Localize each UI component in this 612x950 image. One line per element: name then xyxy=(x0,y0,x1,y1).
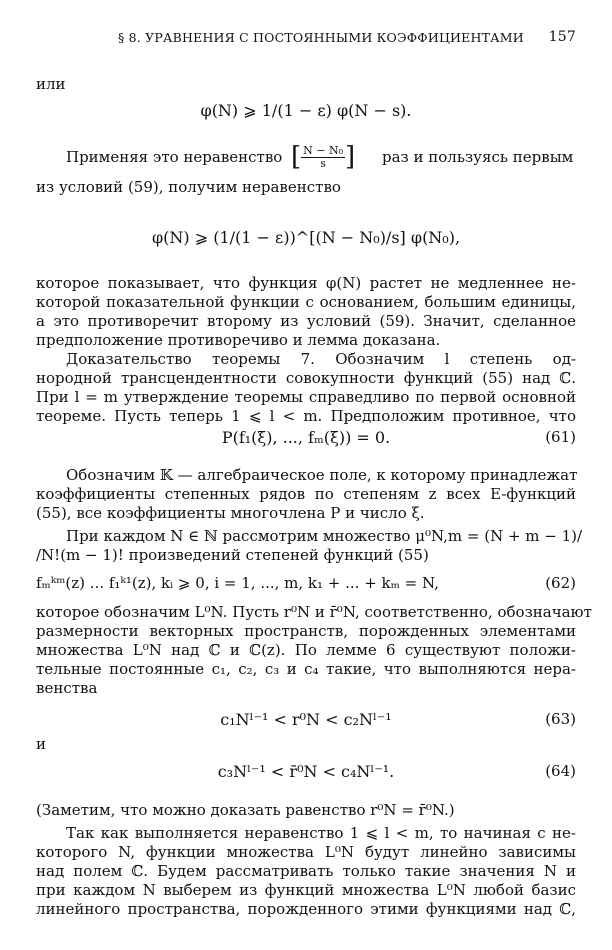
text-line: или xyxy=(36,75,66,93)
equation-61: P(f₁(ξ), ..., fₘ(ξ)) = 0. xyxy=(221,428,391,447)
equation-number: (63) xyxy=(545,710,576,728)
page-number: 157 xyxy=(548,29,576,45)
paragraph-line: При l = m утверждение теоремы справедливо по первой основной xyxy=(36,388,576,406)
paragraph-line: которое обозначим L⁰N. Пусть r⁰N и r̄⁰N, соответственно, обозначают xyxy=(36,603,592,621)
paragraph-line: тельные постоянные c₁, c₂, c₃ и c₄ такие, что выполняются нера- xyxy=(36,660,576,678)
bracket-fraction xyxy=(291,142,355,172)
bracket-left: [ xyxy=(291,142,302,172)
equation-64: c₃Nˡ⁻¹ < r̄⁰N < c₄Nˡ⁻¹. xyxy=(217,762,395,781)
bracket-right: ] xyxy=(345,142,356,172)
equation-number: (62) xyxy=(545,574,576,592)
text-line: (Заметим, что можно доказать равенство r⁰N = r̄⁰N.) xyxy=(36,801,455,819)
text-line xyxy=(382,148,576,167)
fraction-denominator: s xyxy=(320,156,326,170)
paragraph-line: при каждом N выберем из функций множества L⁰N любой базис xyxy=(36,881,576,899)
paragraph-line: над полем ℂ. Будем рассматривать только такие значения N и xyxy=(36,862,576,880)
header-title: § 8. УРАВНЕНИЯ С ПОСТОЯННЫМИ КОЭФФИЦИЕНТАМИ xyxy=(118,30,524,45)
paragraph-line: множества L⁰N над ℂ и ℂ(z). По лемме 6 существуют положи- xyxy=(36,641,576,659)
paragraph-line: которого N, функции множества L⁰N будут линейно зависимы xyxy=(36,843,576,861)
text-line: из условий (59), получим неравенство xyxy=(36,178,341,196)
text-line: и xyxy=(36,735,46,753)
equation-number: (64) xyxy=(545,762,576,780)
paragraph-line: При каждом N ∈ ℕ рассмотрим множество μ⁰N,m = (N + m − 1)/ xyxy=(66,527,583,545)
paragraph-line: теореме. Пусть теперь 1 ⩽ l < m. Предположим противное, что xyxy=(36,407,576,425)
paragraph-line: /N!(m − 1)! произведений степеней функций (55) xyxy=(36,546,429,564)
text-fragment: раз и пользуясь первым xyxy=(382,148,574,166)
paragraph-line: Обозначим 𝕂 — алгебраическое поле, к которому принадлежат xyxy=(66,466,578,484)
paragraph-line: нородной трансцендентности совокупности функций (55) над ℂ. xyxy=(36,369,576,387)
paragraph-line: коэффициенты степенных рядов по степеням z всех E-функций xyxy=(36,485,576,503)
paragraph-line: а это противоречит второму из условий (59). Значит, сделанное xyxy=(36,312,576,330)
equation-number: (61) xyxy=(545,428,576,446)
equation-63: c₁Nˡ⁻¹ < r⁰N < c₂Nˡ⁻¹ xyxy=(220,710,392,729)
paragraph-line: венства xyxy=(36,679,98,697)
equation-62: fₘᵏᵐ(z) ... f₁ᵏ¹(z), kᵢ ⩾ 0, i = 1, ..., m, k₁ + ... + kₘ = N, xyxy=(36,574,439,592)
paragraph-line: размерности векторных пространств, порожденных элементами xyxy=(36,622,576,640)
fraction xyxy=(301,145,345,170)
paragraph-line: (55), все коэффициенты многочлена P и число ξ. xyxy=(36,504,425,522)
paragraph-line: которой показательной функции с основанием, большим единицы, xyxy=(36,293,576,311)
paragraph-line: линейного пространства, порожденного этими функциями над ℂ, xyxy=(36,900,576,918)
paragraph-line: Так как выполняется неравенство 1 ⩽ l < m, то начиная с не- xyxy=(66,824,576,842)
equation-1: φ(N) ⩾ 1/(1 − ε) φ(N − s). xyxy=(200,101,412,120)
text-fragment: Применяя это неравенство xyxy=(66,148,283,166)
paragraph-line: предположение противоречиво и лемма доказана. xyxy=(36,331,441,349)
equation-2: φ(N) ⩾ (1/(1 − ε))^[(N − N₀)/s] φ(N₀), xyxy=(151,228,461,247)
paragraph-line: Доказательство теоремы 7. Обозначим l степень од- xyxy=(66,350,576,368)
fraction-numerator: N − N₀ xyxy=(303,143,344,157)
paragraph-line: которое показывает, что функция φ(N) растет не медленнее не- xyxy=(36,274,576,292)
